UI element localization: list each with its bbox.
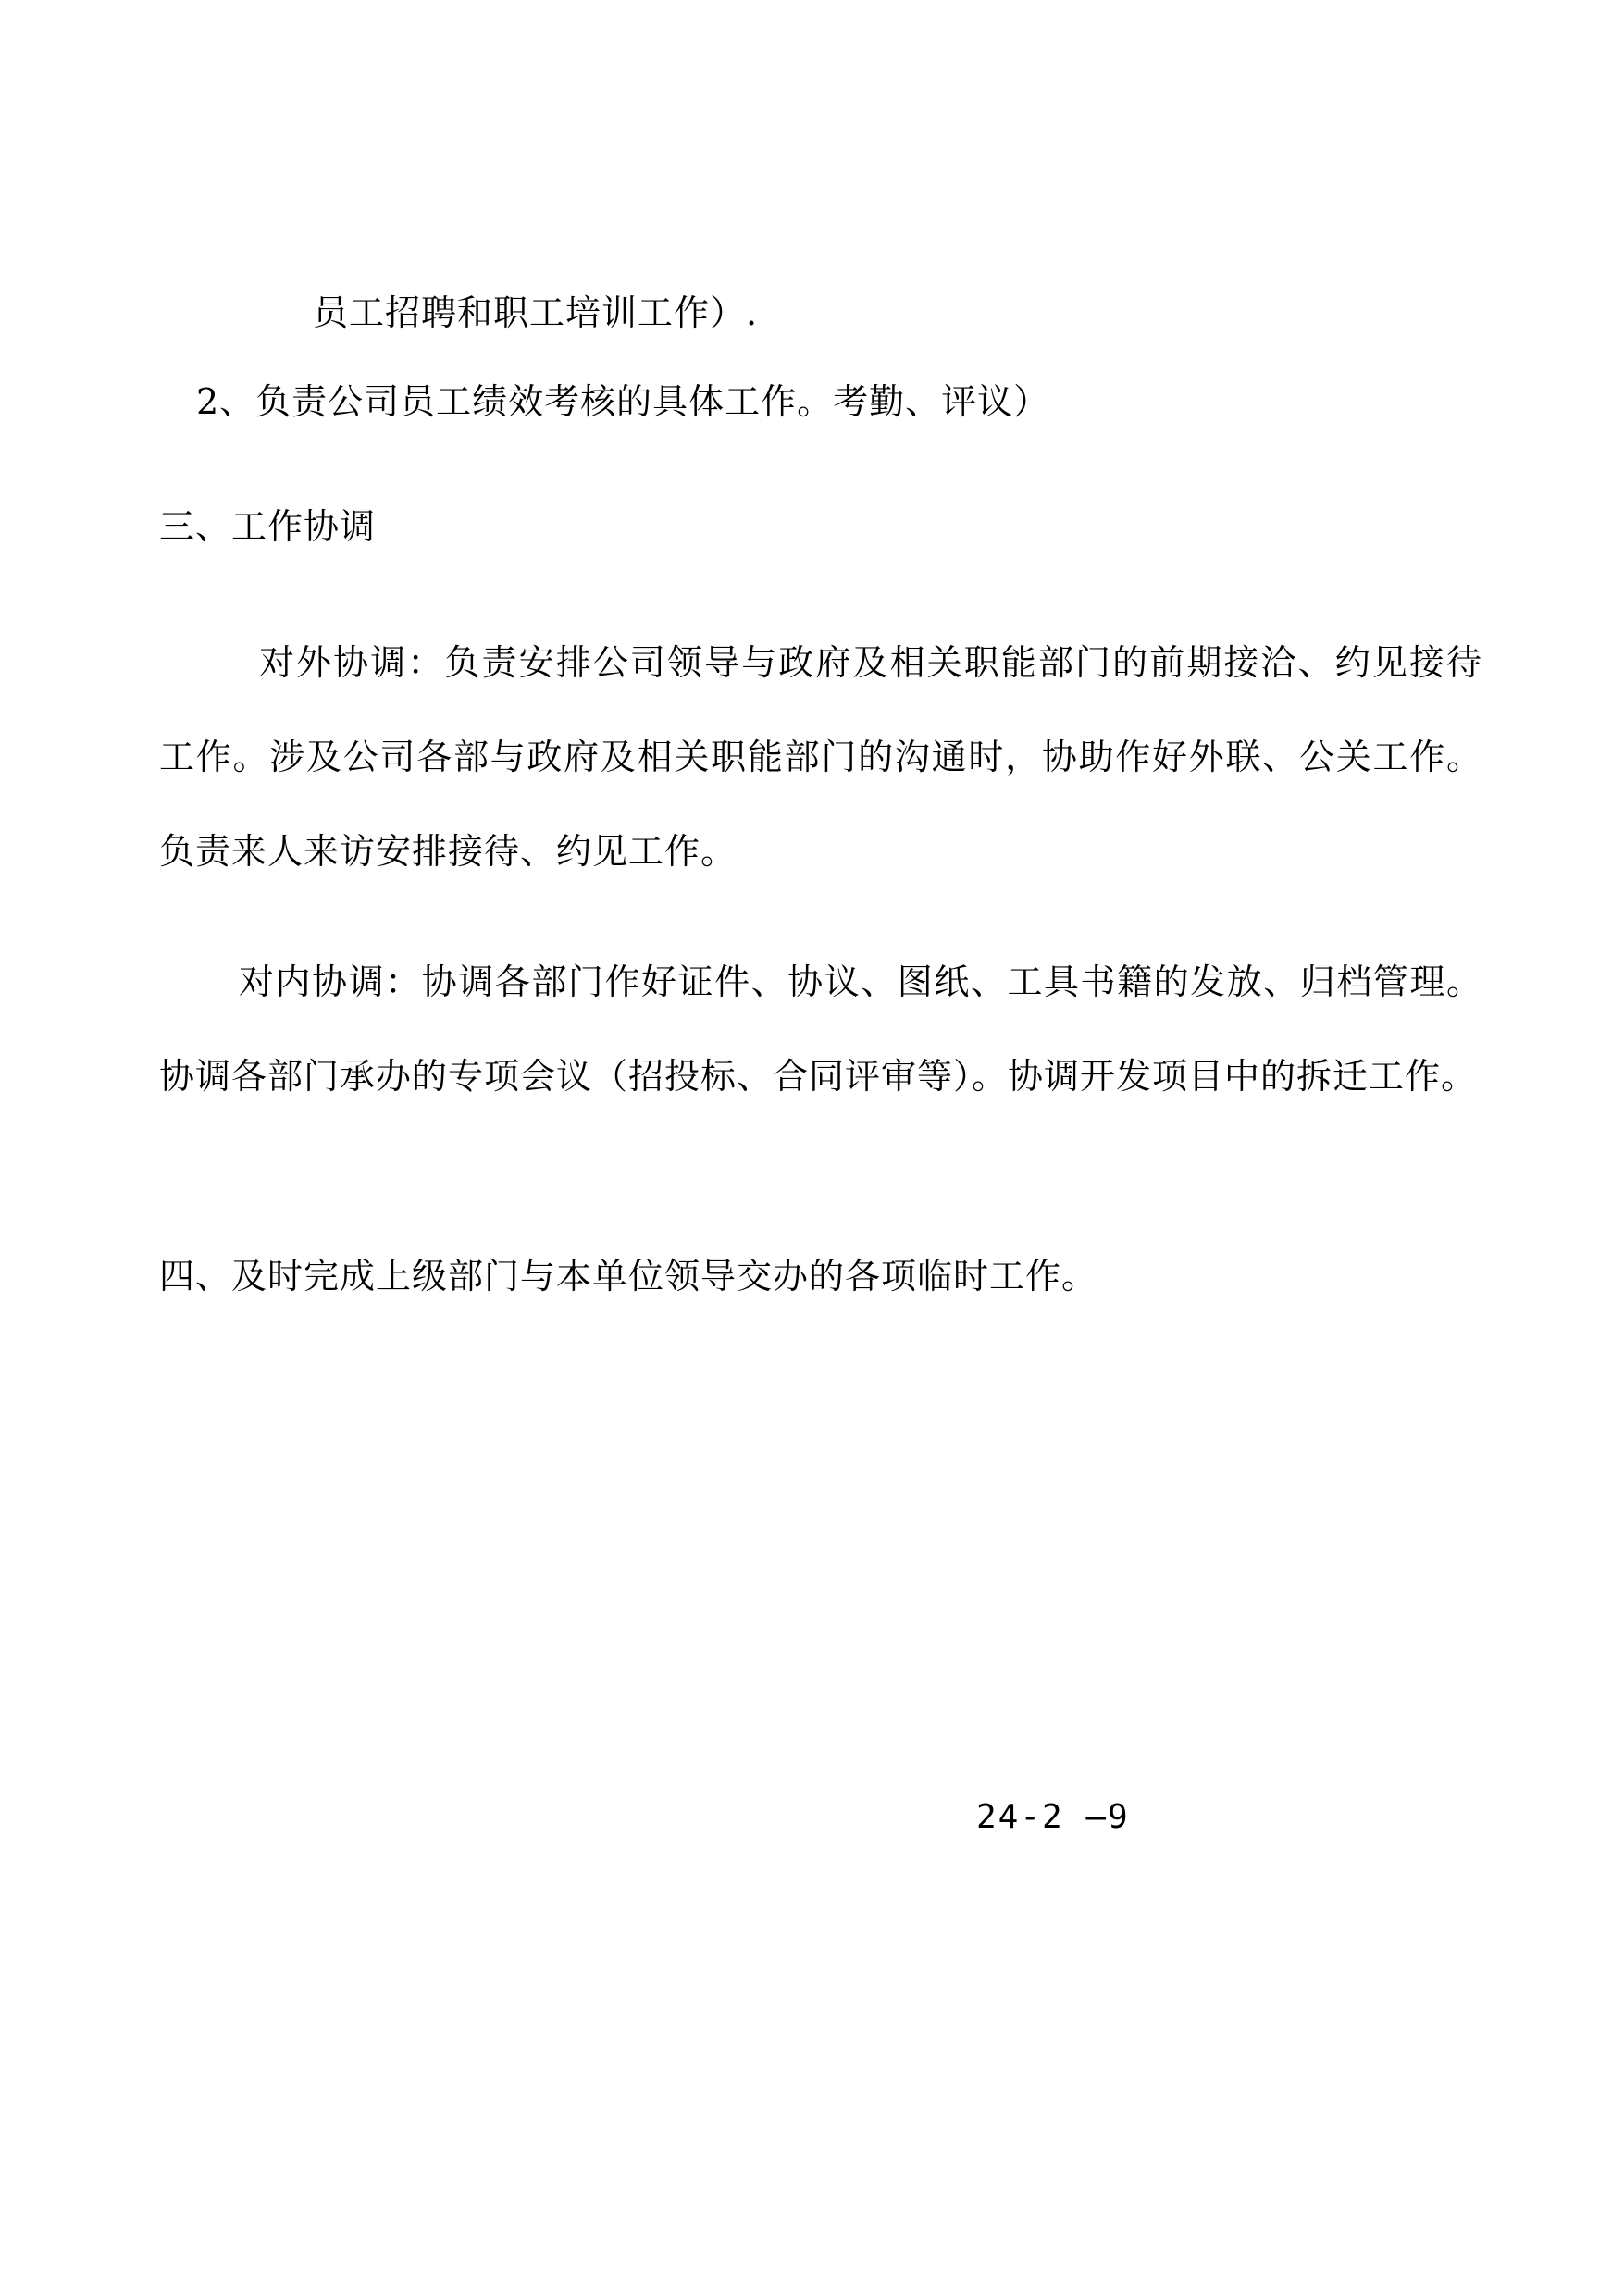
section-4-line: 四、及时完成上级部门与本单位领导交办的各项临时工作。 [159, 1256, 1098, 1296]
hr-recruit-line: 员工招聘和职工培训工作）. [313, 292, 759, 333]
external-coordination-paragraph: 对外协调：负责安排公司领导与政府及相关职能部门的前期接洽、约见接待工作。涉及公司各部与政府及相关职能部门的沟通时，协助作好外联、公关工作。负责来人来访安排接待、约见工作。 [159, 642, 1482, 872]
section-3-heading: 三、工作协调 [159, 506, 377, 547]
item-2-line: 2、负责公司员工绩效考核的具体工作。考勤、评议） [196, 381, 1050, 422]
page-number: 24-2 —9 [976, 1798, 1130, 1836]
internal-coordination-paragraph: 对内协调：协调各部门作好证件、协议、图纸、工具书籍的发放、归档管理。协调各部门承办的专项会议（招投标、合同评审等）。协调开发项目中的拆迁工作。 [159, 961, 1482, 1097]
